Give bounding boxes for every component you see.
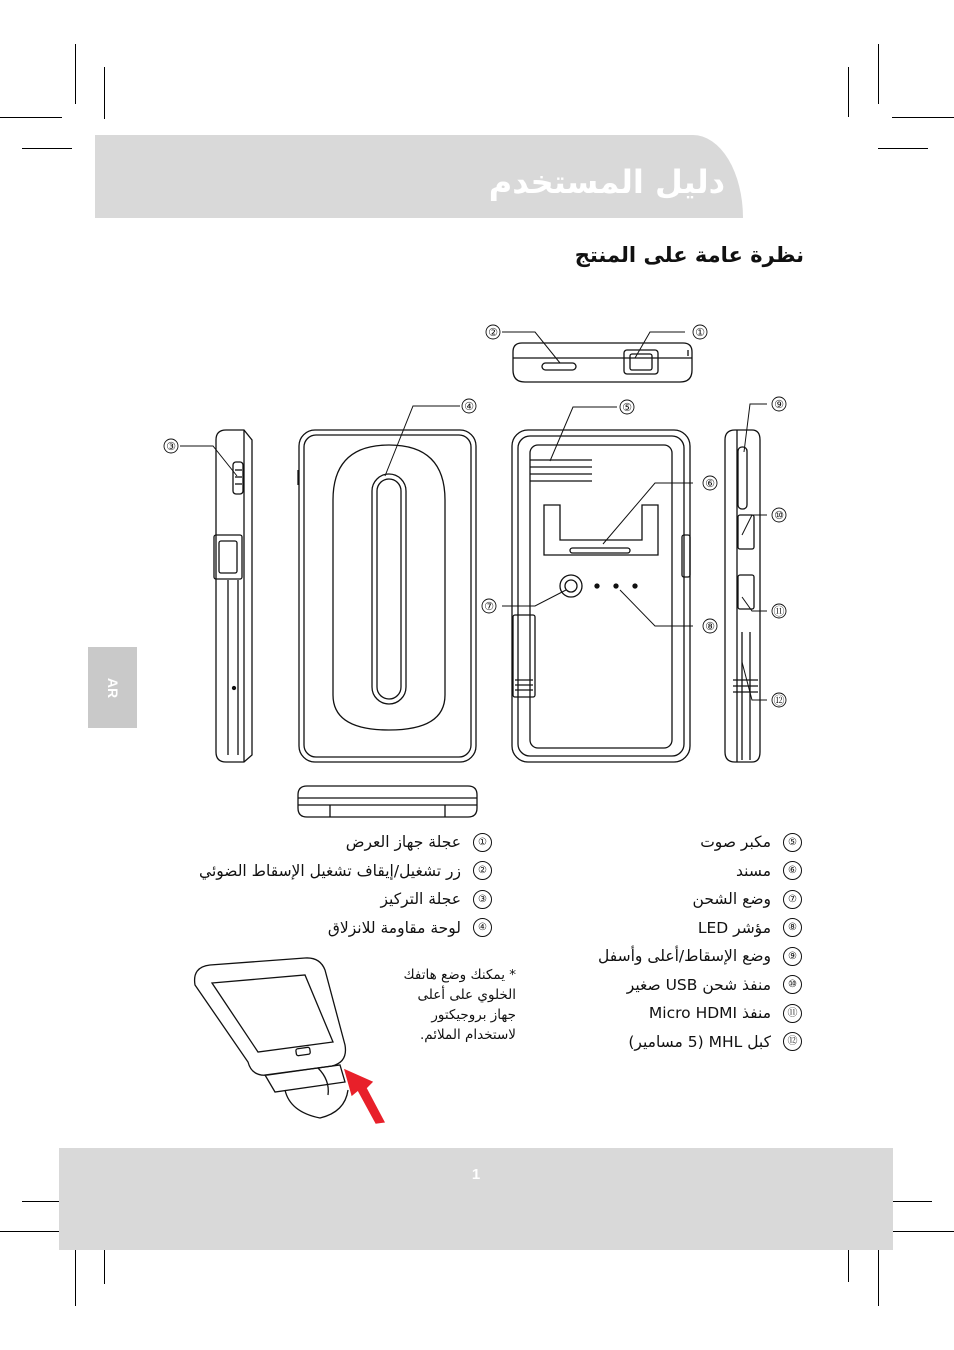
callout-marker xyxy=(703,476,717,490)
svg-text:⑥: ⑥ xyxy=(705,477,715,490)
callout-marker xyxy=(772,604,786,618)
callout-marker xyxy=(462,399,476,413)
language-tab-label: AR xyxy=(104,677,121,698)
svg-text:④: ④ xyxy=(464,400,474,413)
legend-item: ⑨ وضع الإسقاط/أعلى وأسفل xyxy=(590,942,802,971)
note-line: * يمكنك وضع هاتفك xyxy=(403,967,516,983)
callout-marker xyxy=(482,599,496,613)
callout-marker xyxy=(772,397,786,411)
legend-item: ① عجلة جهاز العرض xyxy=(220,828,492,857)
note-line: الخلوي على أعلى xyxy=(417,987,516,1003)
svg-text:⑪: ⑪ xyxy=(773,605,785,618)
svg-text:⑨: ⑨ xyxy=(774,398,784,411)
legend-item: ⑦ وضع الشحن xyxy=(590,885,802,914)
callout-marker xyxy=(620,400,634,414)
svg-text:①: ① xyxy=(695,326,705,339)
svg-text:⑧: ⑧ xyxy=(705,620,715,633)
svg-text:②: ② xyxy=(488,326,498,339)
footer-band xyxy=(59,1148,893,1250)
legend-item: ⑩ منفذ شحن USB صغير xyxy=(590,971,802,1000)
svg-text:⑤: ⑤ xyxy=(622,401,632,414)
svg-text:⑫: ⑫ xyxy=(773,694,785,707)
legend-item: ③ عجلة التركيز xyxy=(220,885,492,914)
leader-lines xyxy=(180,332,767,700)
svg-text:⑦: ⑦ xyxy=(484,600,494,613)
legend-item: ⑥ مسند xyxy=(590,857,802,886)
device-left-side-view xyxy=(214,430,252,762)
phone-note xyxy=(394,965,516,1045)
callout-marker xyxy=(772,693,786,707)
note-line: جهاز بروجيكتور xyxy=(431,1007,516,1023)
device-back-view xyxy=(512,430,690,762)
svg-text:③: ③ xyxy=(166,440,176,453)
svg-text:⑩: ⑩ xyxy=(774,509,784,522)
section-title: نظرة عامة على المنتج xyxy=(574,243,804,267)
device-bottom-view xyxy=(298,786,477,817)
legend-item: ⑪ منفذ Micro HDMI xyxy=(590,999,802,1028)
page-title: دليل المستخدم xyxy=(488,163,725,201)
callout-marker xyxy=(164,439,178,453)
page-number: 1 xyxy=(471,1166,481,1183)
note-line: لاستخدام الملائم. xyxy=(419,1027,516,1043)
legend-item: ⑤ مكبر صوت xyxy=(590,828,802,857)
callout-marker xyxy=(703,619,717,633)
legend-item: ⑧ مؤشر LED xyxy=(590,914,802,943)
phone-illustration xyxy=(195,958,384,1123)
legend-right xyxy=(590,828,802,1056)
legend-left xyxy=(199,828,492,942)
device-right-side-view xyxy=(725,430,760,762)
callout-marker xyxy=(693,325,707,339)
legend-item: ⑫ كبل MHL (5 مسامير) xyxy=(590,1028,802,1057)
legend-item: ④ لوحة مقاومة للانزلاق xyxy=(220,914,492,943)
callout-marker xyxy=(772,508,786,522)
device-front-view xyxy=(298,430,476,762)
callout-marker xyxy=(486,325,500,339)
device-top-view xyxy=(513,343,692,382)
legend-item: ② زر تشغيل/إيقاف تشغيل الإسقاط الضوئي xyxy=(220,857,492,886)
